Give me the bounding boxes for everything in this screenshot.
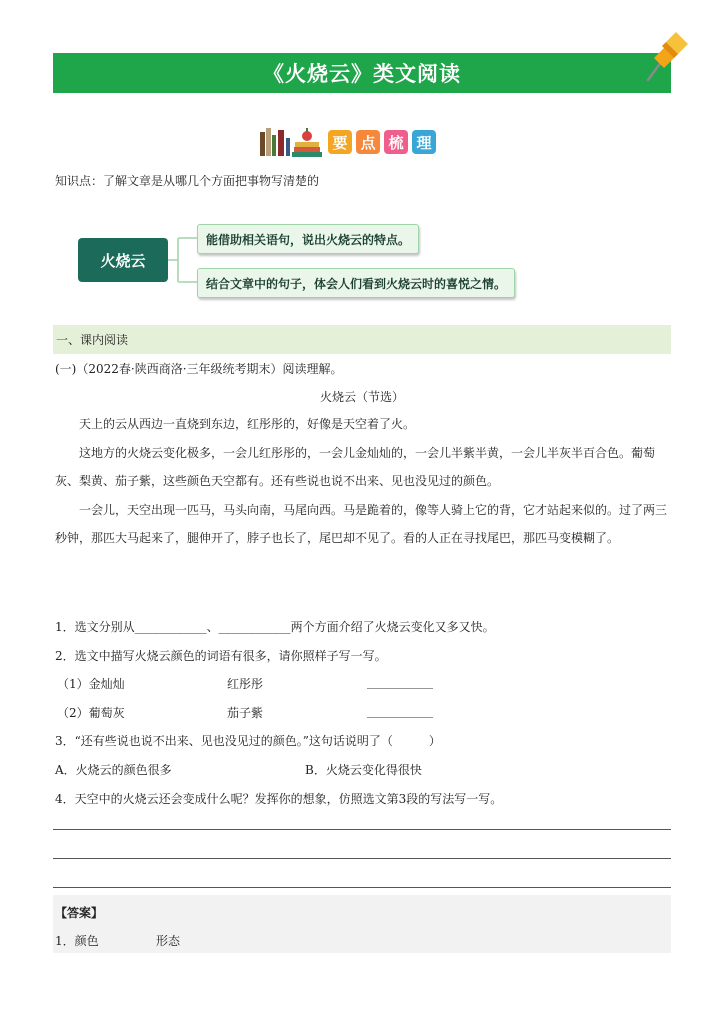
question-1: 1．选文分别从____________、____________两个方面介绍了火烧云变化又多又快。 xyxy=(55,620,495,634)
q2-row-2-example: 茄子紫 xyxy=(227,706,264,720)
mindmap-root: 火烧云 xyxy=(78,238,168,282)
question-3: 3．“还有些说也说不出来、见也没见过的颜色。”这句话说明了（ ） xyxy=(55,734,441,748)
answer-box xyxy=(53,895,671,953)
section-char-4: 理 xyxy=(412,130,436,154)
question-2: 2．选文中描写火烧云颜色的词语有很多，请你照样子写一写。 xyxy=(55,649,387,663)
part-header: 一、课内阅读 xyxy=(53,325,671,354)
passage-paragraph-2: 这地方的火烧云变化极多，一会儿红彤彤的，一会儿金灿灿的，一会儿半紫半黄，一会儿半灰半百合色。葡萄灰、梨黄、茄子紫，这些颜色天空都有。还有些说也说不出来、见也没见过的颜色。 xyxy=(55,446,656,488)
answer-1-second: 形态 xyxy=(156,934,181,948)
question-4: 4．天空中的火烧云还会变成什么呢？发挥你的想象，仿照选文第3段的写法写一写。 xyxy=(55,792,503,806)
answer-line-1 xyxy=(53,829,671,830)
pushpin-icon xyxy=(640,28,692,84)
q2-row-1-example: 红彤彤 xyxy=(227,677,264,691)
section-char-1: 要 xyxy=(328,130,352,154)
answer-line-3 xyxy=(53,887,671,888)
question-source: (一)（2022春·陕西商洛·三年级统考期末）阅读理解。 xyxy=(55,362,343,376)
q2-row-2-label: （2）葡萄灰 xyxy=(57,706,125,720)
passage-paragraph-1: 天上的云从西边一直烧到东边，红彤彤的，好像是天空着了火。 xyxy=(79,417,416,431)
passage-title: 火烧云（节选） xyxy=(319,390,404,404)
section-banner xyxy=(258,124,436,160)
q2-row-1-label: （1）金灿灿 xyxy=(57,677,125,691)
section-char-2: 点 xyxy=(356,130,380,154)
mindmap-connector xyxy=(168,225,200,295)
answer-label: 【答案】 xyxy=(55,906,104,920)
mindmap-branch-2: 结合文章中的句子，体会人们看到火烧云时的喜悦之情。 xyxy=(197,268,515,298)
q3-option-a: A．火烧云的颜色很多 xyxy=(55,763,172,777)
passage-paragraph-3: 一会儿，天空出现一匹马，马头向南，马尾向西。马是跪着的，像等人骑上它的背，它才站起来似的。过了两三秒钟，那匹大马起来了，腿伸开了，脖子也长了，尾巴却不见了。看的人正在寻找尾巴，那匹马变模糊了。 xyxy=(55,503,668,545)
knowledge-point: 知识点：了解文章是从哪几个方面把事物写清楚的 xyxy=(55,174,320,188)
mindmap-branch-1: 能借助相关语句，说出火烧云的特点。 xyxy=(197,224,419,254)
q2-row-2-blank: ___________ xyxy=(367,704,433,718)
answer-line-2 xyxy=(53,858,671,859)
section-title xyxy=(328,130,436,154)
q2-row-1-blank: ___________ xyxy=(367,675,433,689)
q3-option-b: B．火烧云变化得很快 xyxy=(305,763,422,777)
section-char-3: 梳 xyxy=(384,130,408,154)
page-title: 《火烧云》类文阅读 xyxy=(53,53,671,93)
books-icon xyxy=(258,126,324,158)
answer-1-first: 1．颜色 xyxy=(55,934,99,948)
